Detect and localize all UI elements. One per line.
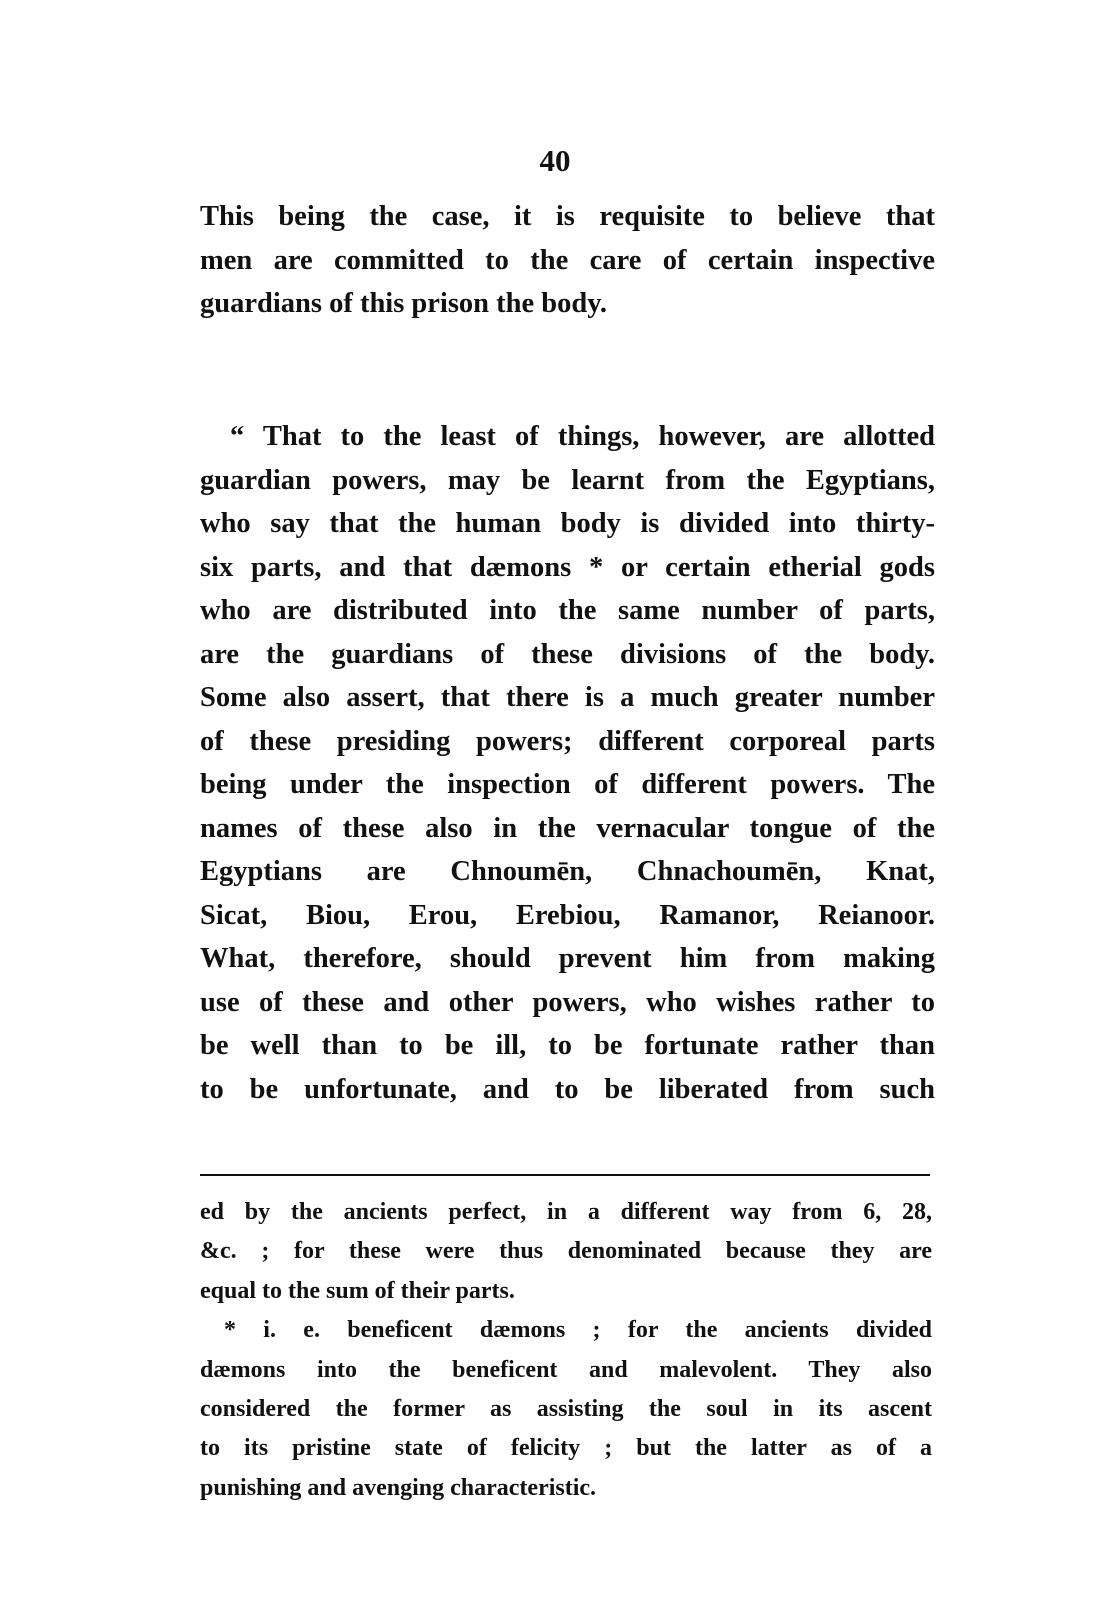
footnote-line: ed by the ancients perfect, in a different way from 6, 28,	[200, 1199, 932, 1225]
footnote-line: equal to the sum of their parts.	[200, 1277, 515, 1304]
footnote-line: to its pristine state of felicity ; but the latter as of a	[200, 1435, 932, 1462]
text-line: guardians of this prison the body.	[200, 288, 608, 319]
footnote-line: punishing and avenging characteristic.	[200, 1474, 597, 1501]
text-line: names of these also in the vernacular tongue of the	[200, 812, 935, 844]
text-line: be well than to be ill, to be fortunate rather than	[200, 1030, 935, 1061]
paragraph-1	[200, 195, 935, 326]
text-line: of these presiding powers; different corporeal parts	[200, 725, 935, 757]
footnote-line: &c. ; for these were thus denominated because they are	[200, 1238, 932, 1265]
footnote-divider	[200, 1174, 930, 1176]
text-line: being under the inspection of different powers. The	[200, 769, 935, 800]
footnote-line: * i. e. beneficent dæmons ; for the ancients divided	[224, 1317, 932, 1344]
text-line: who say that the human body is divided into thirty-	[200, 508, 935, 539]
text-line: are the guardians of these divisions of the body.	[200, 638, 935, 670]
text-line: use of these and other powers, who wishes rather to	[200, 986, 935, 1018]
footnote-line: dæmons into the beneficent and malevolent. They also	[200, 1356, 932, 1383]
text-line: This being the case, it is requisite to believe that	[200, 201, 935, 232]
text-line: Egyptians are Chnoumēn, Chnachoumēn, Knat,	[200, 856, 935, 887]
footnotes	[200, 1193, 932, 1508]
page-number: 40	[539, 143, 571, 178]
text-line: Some also assert, that there is a much greater number	[200, 682, 935, 713]
footnote-line: considered the former as assisting the soul in its ascent	[200, 1395, 932, 1422]
text-line: guardian powers, may be learnt from the Egyptians,	[200, 464, 935, 496]
paragraph-2	[200, 415, 935, 1111]
text-line: to be unfortunate, and to be liberated from such	[200, 1073, 935, 1105]
text-line: “ That to the least of things, however, are allotted	[230, 421, 935, 452]
text-line: Sicat, Biou, Erou, Erebiou, Ramanor, Reianoor.	[200, 899, 935, 931]
text-line: who are distributed into the same number of parts,	[200, 595, 935, 626]
text-line: men are committed to the care of certain inspective	[200, 244, 935, 276]
text-line: What, therefore, should prevent him from making	[200, 943, 935, 974]
text-line: six parts, and that dæmons * or certain etherial gods	[200, 551, 935, 583]
